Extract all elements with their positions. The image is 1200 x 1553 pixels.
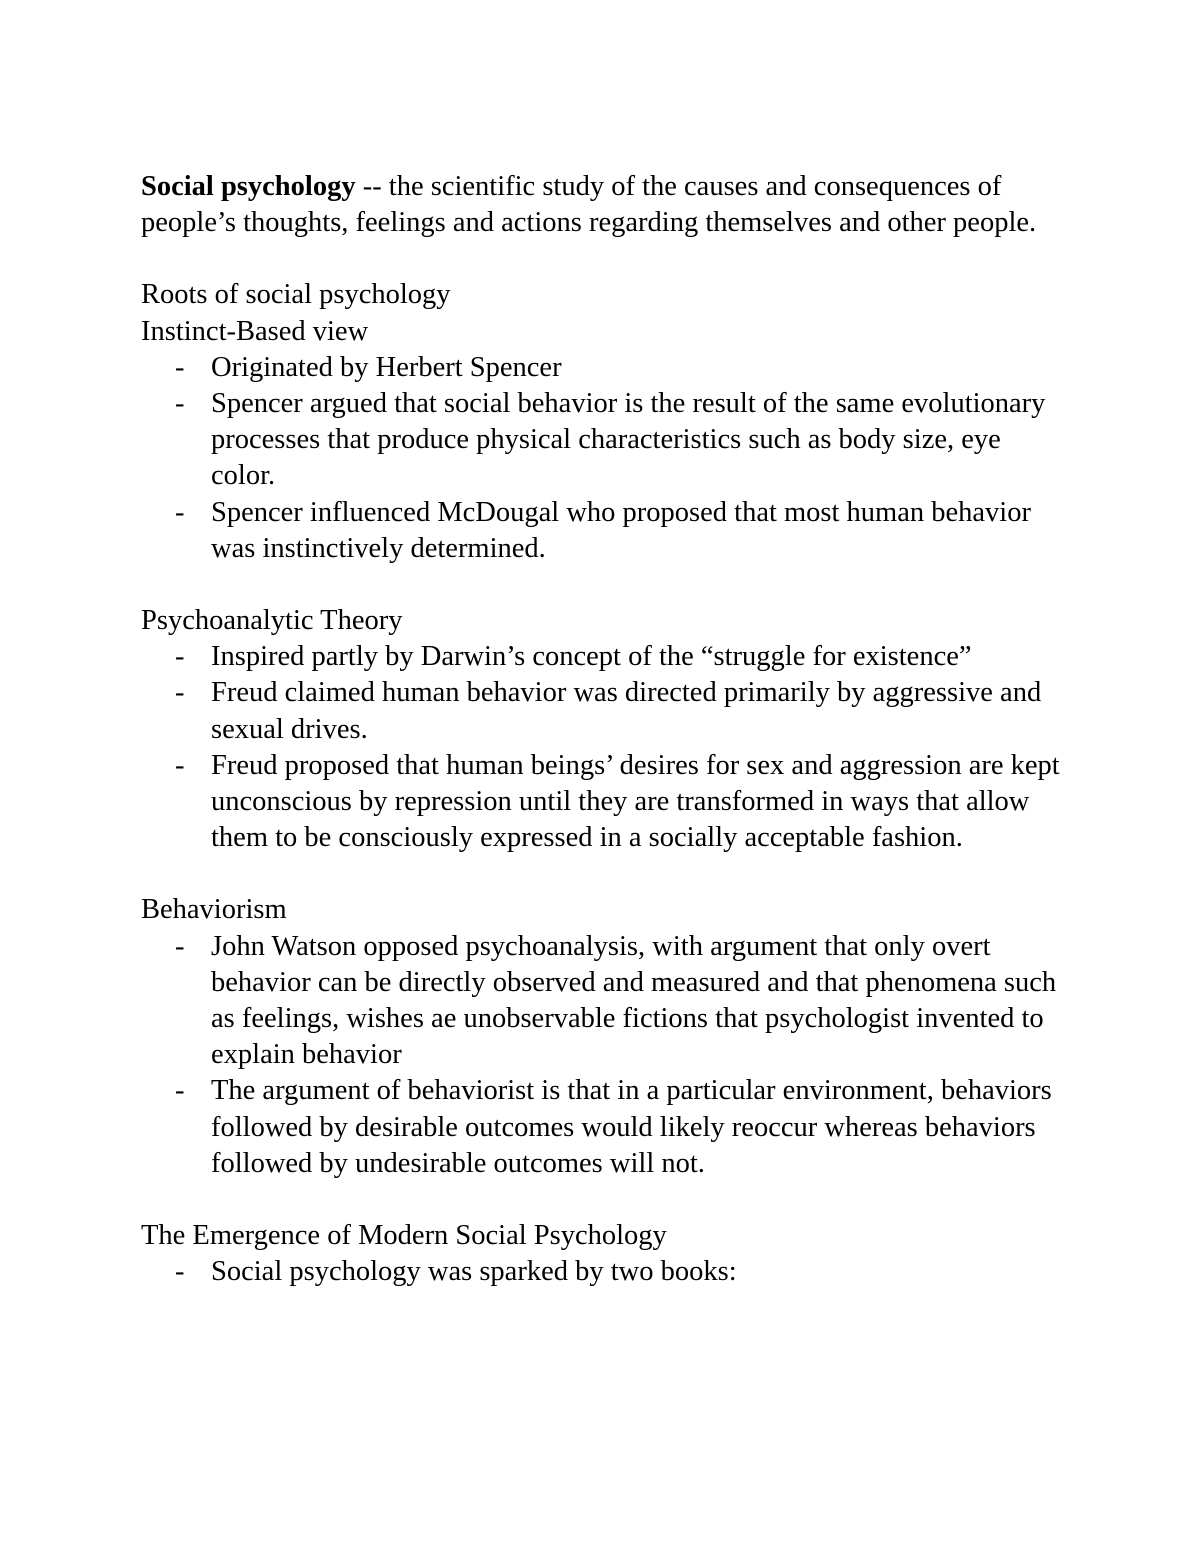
bullet-dash: -: [175, 388, 185, 420]
bullet-dash: -: [175, 677, 185, 709]
list-item-text: The argument of behaviorist is that in a particular environment, behaviors followed by desirable outcomes would likely reoccur whereas behaviors followed by undesirable outcomes will not.: [211, 1075, 1052, 1179]
bullet-dash: -: [175, 1075, 185, 1107]
section-psychoanalytic: [141, 603, 1071, 856]
section-behaviorism: [141, 892, 1071, 1182]
section-heading: The Emergence of Modern Social Psychology: [141, 1220, 667, 1252]
bullet-dash: -: [175, 749, 185, 781]
definition-term: Social psychology: [141, 171, 356, 202]
bullet-list: [141, 1254, 1071, 1290]
list-item: [141, 495, 1071, 567]
bullet-dash: -: [175, 351, 185, 383]
bullet-dash: -: [175, 641, 185, 673]
definition-text: -- the scientific study of the causes and consequences of people’s thoughts, feelings and actions regarding themselves and other people.: [141, 171, 1037, 239]
list-item: [141, 675, 1071, 747]
list-item: [141, 350, 1071, 386]
list-item-text: Social psychology was sparked by two books:: [211, 1256, 737, 1288]
list-item: [141, 639, 1071, 675]
list-item-text: Freud proposed that human beings’ desires for sex and aggression are kept unconscious by repression until they are transformed in ways that allow them to be consciously expressed in a socially acceptable fashion.: [211, 749, 1060, 854]
bullet-dash: -: [175, 1256, 185, 1288]
list-item-text: Originated by Herbert Spencer: [211, 351, 562, 383]
definition-paragraph: [141, 169, 1071, 241]
section-modern-social-psychology: [141, 1218, 1071, 1290]
list-item-text: John Watson opposed psychoanalysis, with argument that only overt behavior can be directly observed and measured and that phenomena such as feelings, wishes ae unobservable fictions that psychologist invented to explain behavior: [211, 930, 1057, 1071]
section-heading: Instinct-Based view: [141, 315, 369, 347]
document-content: [141, 169, 1071, 1326]
bullet-dash: -: [175, 930, 185, 962]
section-heading: Behaviorism: [141, 894, 287, 926]
list-item: [141, 748, 1071, 857]
list-item: [141, 1254, 1071, 1290]
bullet-dash: -: [175, 496, 185, 528]
section-instinct-based: [141, 314, 1071, 567]
bullet-list: [141, 639, 1071, 856]
bullet-list: [141, 929, 1071, 1182]
list-item-text: Spencer influenced McDougal who proposed that most human behavior was instinctively determined.: [211, 496, 1031, 564]
section-heading: Psychoanalytic Theory: [141, 605, 403, 637]
list-item-text: Inspired partly by Darwin’s concept of the “struggle for existence”: [211, 641, 972, 673]
list-item: [141, 386, 1071, 495]
list-item-text: Spencer argued that social behavior is the result of the same evolutionary processes that produce physical characteristics such as body size, eye color.: [211, 388, 1046, 492]
list-item-text: Freud claimed human behavior was directed primarily by aggressive and sexual drives.: [211, 677, 1042, 745]
list-item: [141, 929, 1071, 1074]
roots-heading: Roots of social psychology: [141, 279, 451, 311]
bullet-list: [141, 350, 1071, 567]
list-item: [141, 1073, 1071, 1182]
